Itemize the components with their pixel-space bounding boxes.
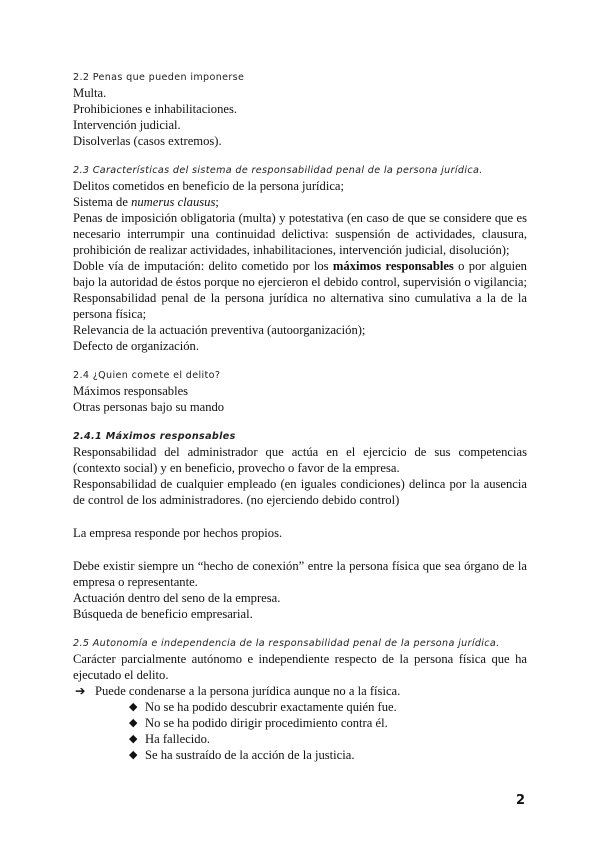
section-2-4-heading: 2.4 ¿Quien comete el delito? (73, 370, 221, 381)
numerus-clausus-term: numerus clausus (131, 195, 216, 209)
empleado-paragraph: Responsabilidad de cualquier empleado (en iguales condiciones) delinca por la ausencia de control de los administradores. (no ejerciendo debido control) (73, 477, 527, 507)
actuacion-line: Actuación dentro del seno de la empresa. (73, 591, 281, 605)
hechos-propios-line: La empresa responde por hechos propios. (73, 526, 283, 540)
who-item: Máximos responsables (73, 384, 189, 398)
autonomia-paragraph: Carácter parcialmente autónomo e independiente respecto de la persona física que ha ejecutado el delito. (73, 652, 527, 682)
diamond-bullet-icon: ◆ (129, 749, 138, 761)
diamond-list-item: ◆ Ha fallecido. (129, 732, 211, 746)
page-number: 2 (515, 793, 525, 808)
arrow-right-icon: ➔ (75, 684, 86, 698)
characteristic-line: Sistema de numerus clausus; (73, 195, 219, 209)
diamond-list-item: ◆ Se ha sustraído de la acción de la justicia. (129, 748, 355, 762)
section-2-2-heading: 2.2 Penas que pueden imponerse (73, 72, 245, 83)
responsabilidad-paragraph: Responsabilidad penal de la persona jurídica no alternativa sino cumulativa a la de la persona física; (73, 291, 527, 321)
diamond-list-item: ◆ No se ha podido dirigir procedimiento contra él. (129, 716, 388, 730)
beneficio-line: Búsqueda de beneficio empresarial. (73, 607, 253, 621)
page-content (73, 70, 527, 763)
who-item: Otras personas bajo su mando (73, 400, 225, 414)
penalty-item: Intervención judicial. (73, 118, 181, 132)
diamond-bullet-icon: ◆ (129, 717, 138, 729)
section-2-4-1-heading: 2.4.1 Máximos responsables (73, 431, 236, 442)
penalty-item: Prohibiciones e inhabilitaciones. (73, 102, 238, 116)
diamond-list-item: ◆ No se ha podido descubrir exactamente quién fue. (129, 700, 397, 714)
penas-paragraph: Penas de imposición obligatoria (multa) y potestativa (en caso de que se considere que es necesario interrumpir una continuidad delictiva: suspensión de actividades, clausura, prohibición de realizar actividades, inhabilitaciones, intervención judicial, disolución); (73, 211, 527, 257)
arrow-list-item: ➔ Puede condenarse a la persona jurídica aunque no a la física. (75, 684, 401, 698)
section-2-5-heading: 2.5 Autonomía e independencia de la responsabilidad penal de la persona jurídica. (73, 638, 500, 649)
doble-via-paragraph: Doble vía de imputación: delito cometido por los máximos responsables o por alguien bajo la autoridad de éstos porque no ejercieron el debido control, supervisión o vigilancia; (73, 259, 527, 289)
hecho-conexion-paragraph: Debe existir siempre un “hecho de conexión” entre la persona física que sea órgano de la empresa o representante. (73, 559, 527, 589)
diamond-bullet-icon: ◆ (129, 733, 138, 745)
defecto-line: Defecto de organización. (73, 339, 199, 353)
diamond-bullet-icon: ◆ (129, 701, 138, 713)
administrador-paragraph: Responsabilidad del administrador que actúa en el ejercicio de sus competencias (contexto social) y en beneficio, provecho o favor de la empresa. (73, 445, 527, 475)
characteristic-line: Delitos cometidos en beneficio de la persona jurídica; (73, 179, 345, 193)
penalty-item: Multa. (73, 86, 107, 100)
penalty-item: Disolverlas (casos extremos). (73, 134, 222, 148)
relevancia-line: Relevancia de la actuación preventiva (autoorganización); (73, 323, 366, 337)
section-2-3-heading: 2.3 Características del sistema de responsabilidad penal de la persona jurídica. (73, 165, 483, 176)
maximos-responsables-term: máximos responsables (332, 259, 454, 273)
